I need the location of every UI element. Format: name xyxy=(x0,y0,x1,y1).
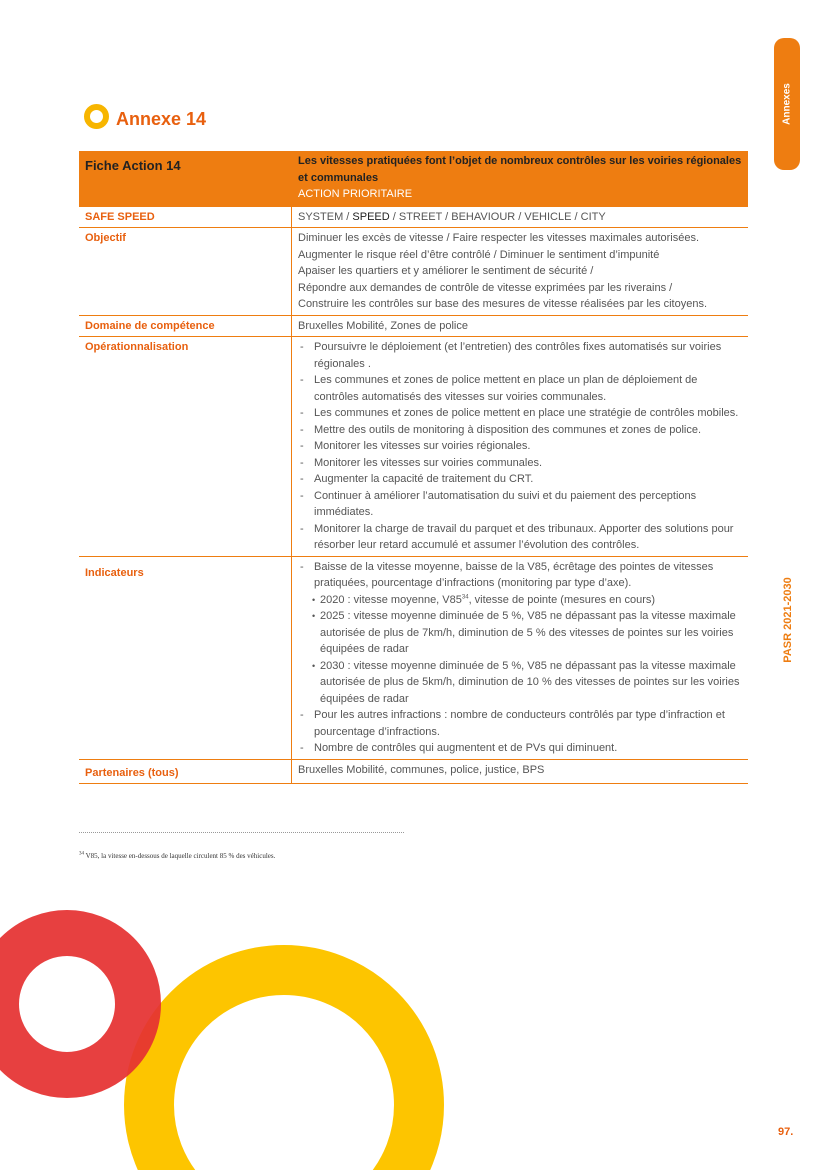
red-ring-icon xyxy=(0,933,138,1075)
list-item: - Monitorer les vitesses sur voiries communales. xyxy=(298,455,744,472)
category-others: / STREET / BEHAVIOUR / VEHICLE / CITY xyxy=(389,210,606,223)
list-item: - Mettre des outils de monitoring à disposition des communes et zones de police. xyxy=(298,422,744,439)
page-number: 97. xyxy=(778,1126,794,1138)
list-item: - Monitorer la charge de travail du parquet et des tribunaux. Apporter des solutions pour résorber leur retard accumulé et assumer l’évolution des contrôles. xyxy=(298,521,744,554)
objectif-label: Objectif xyxy=(79,228,292,316)
list-item: • 2025 : vitesse moyenne diminuée de 5 %, V85 ne dépassant pas la vitesse maximale autorisée de plus de 7km/h, diminution de 5 % des vitesses de pointes sur les voiries équipées de radar xyxy=(314,608,744,658)
annexes-side-tab-label: Annexes xyxy=(781,83,793,125)
document-vertical-label: PASR 2021-2030 xyxy=(782,577,794,663)
list-item: - Les communes et zones de police mettent en place un plan de déploiement de contrôles automatisés des vitesses sur voiries communales. xyxy=(298,372,744,405)
objectif-line: Répondre aux demandes de contrôle de vitesse exprimées par les riverains / xyxy=(298,281,673,294)
fiche-label: Fiche Action 14 xyxy=(79,151,292,206)
category-speed: SPEED xyxy=(352,210,390,223)
list-item: - Augmenter la capacité de traitement du CRT. xyxy=(298,471,744,488)
indicateur-2020-rest: , vitesse de pointe (mesures en cours) xyxy=(468,593,656,606)
category-label: SAFE SPEED xyxy=(79,206,292,228)
indicateur-2020: 2020 : vitesse moyenne, V85 xyxy=(320,593,462,606)
list-item: - Les communes et zones de police mettent en place une stratégie de contrôles mobiles. xyxy=(298,405,744,422)
objectif-line: Diminuer les excès de vitesse / Faire respecter les vitesses maximales autorisées. xyxy=(298,232,700,244)
domaine-label: Domaine de compétence xyxy=(79,315,292,337)
list-item: - Monitorer les vitesses sur voiries régionales. xyxy=(298,438,744,455)
indicateurs-intro: Baisse de la vitesse moyenne, baisse de la V85, écrêtage des pointes de vitesses pratiquées, pourcentage d’infractions (monitoring par type d’axe). xyxy=(314,560,714,589)
domaine-value: Bruxelles Mobilité, Zones de police xyxy=(292,315,749,337)
indicateurs-label: Indicateurs xyxy=(79,556,292,759)
objectif-line: Apaiser les quartiers et y améliorer le sentiment de sécurité / xyxy=(298,265,594,277)
annexe-title: Annexe 14 xyxy=(116,109,207,129)
partenaires-value: Bruxelles Mobilité, communes, police, justice, BPS xyxy=(292,759,749,784)
category-separator: / xyxy=(343,210,353,223)
category-system: SYSTEM xyxy=(298,210,344,223)
operation-label: Opérationnalisation xyxy=(79,337,292,557)
footnote-ref[interactable]: 34 xyxy=(461,593,469,600)
list-item: - Nombre de contrôles qui augmentent et de PVs qui diminuent. xyxy=(298,740,744,757)
objectif-line: Construire les contrôles sur base des mesures de vitesse réalisées par les citoyens. xyxy=(298,298,708,310)
partenaires-label: Partenaires (tous) xyxy=(79,759,292,784)
list-item: - Continuer à améliorer l’automatisation du suivi et du paiement des perceptions immédiates. xyxy=(298,488,744,521)
list-item: - Pour les autres infractions : nombre de conducteurs contrôlés par type d’infraction et pourcentage d’infractions. xyxy=(298,707,744,740)
priority-label: ACTION PRIORITAIRE xyxy=(298,188,413,200)
objectif-line: Augmenter le risque réel d’être contrôlé / Diminuer le sentiment d’impunité xyxy=(298,248,660,261)
footnote-number: 34 xyxy=(79,851,84,857)
yellow-ring-icon xyxy=(149,970,419,1170)
fiche-title: Les vitesses pratiquées font l’objet de nombreux contrôles sur les voiries régionales et communales xyxy=(298,155,742,184)
list-item: - Poursuivre le déploiement (et l’entretien) des contrôles fixes automatisés sur voiries régionales . xyxy=(298,339,744,372)
footnote-text: V85, la vitesse en-dessous de laquelle circulent 85 % des véhicules. xyxy=(84,852,276,860)
list-item: • 2030 : vitesse moyenne diminuée de 5 %, V85 ne dépassant pas la vitesse maximale autorisée de plus de 5km/h, diminution de 10 % des vitesses de pointes sur les voiries équipées de radar xyxy=(314,658,744,708)
